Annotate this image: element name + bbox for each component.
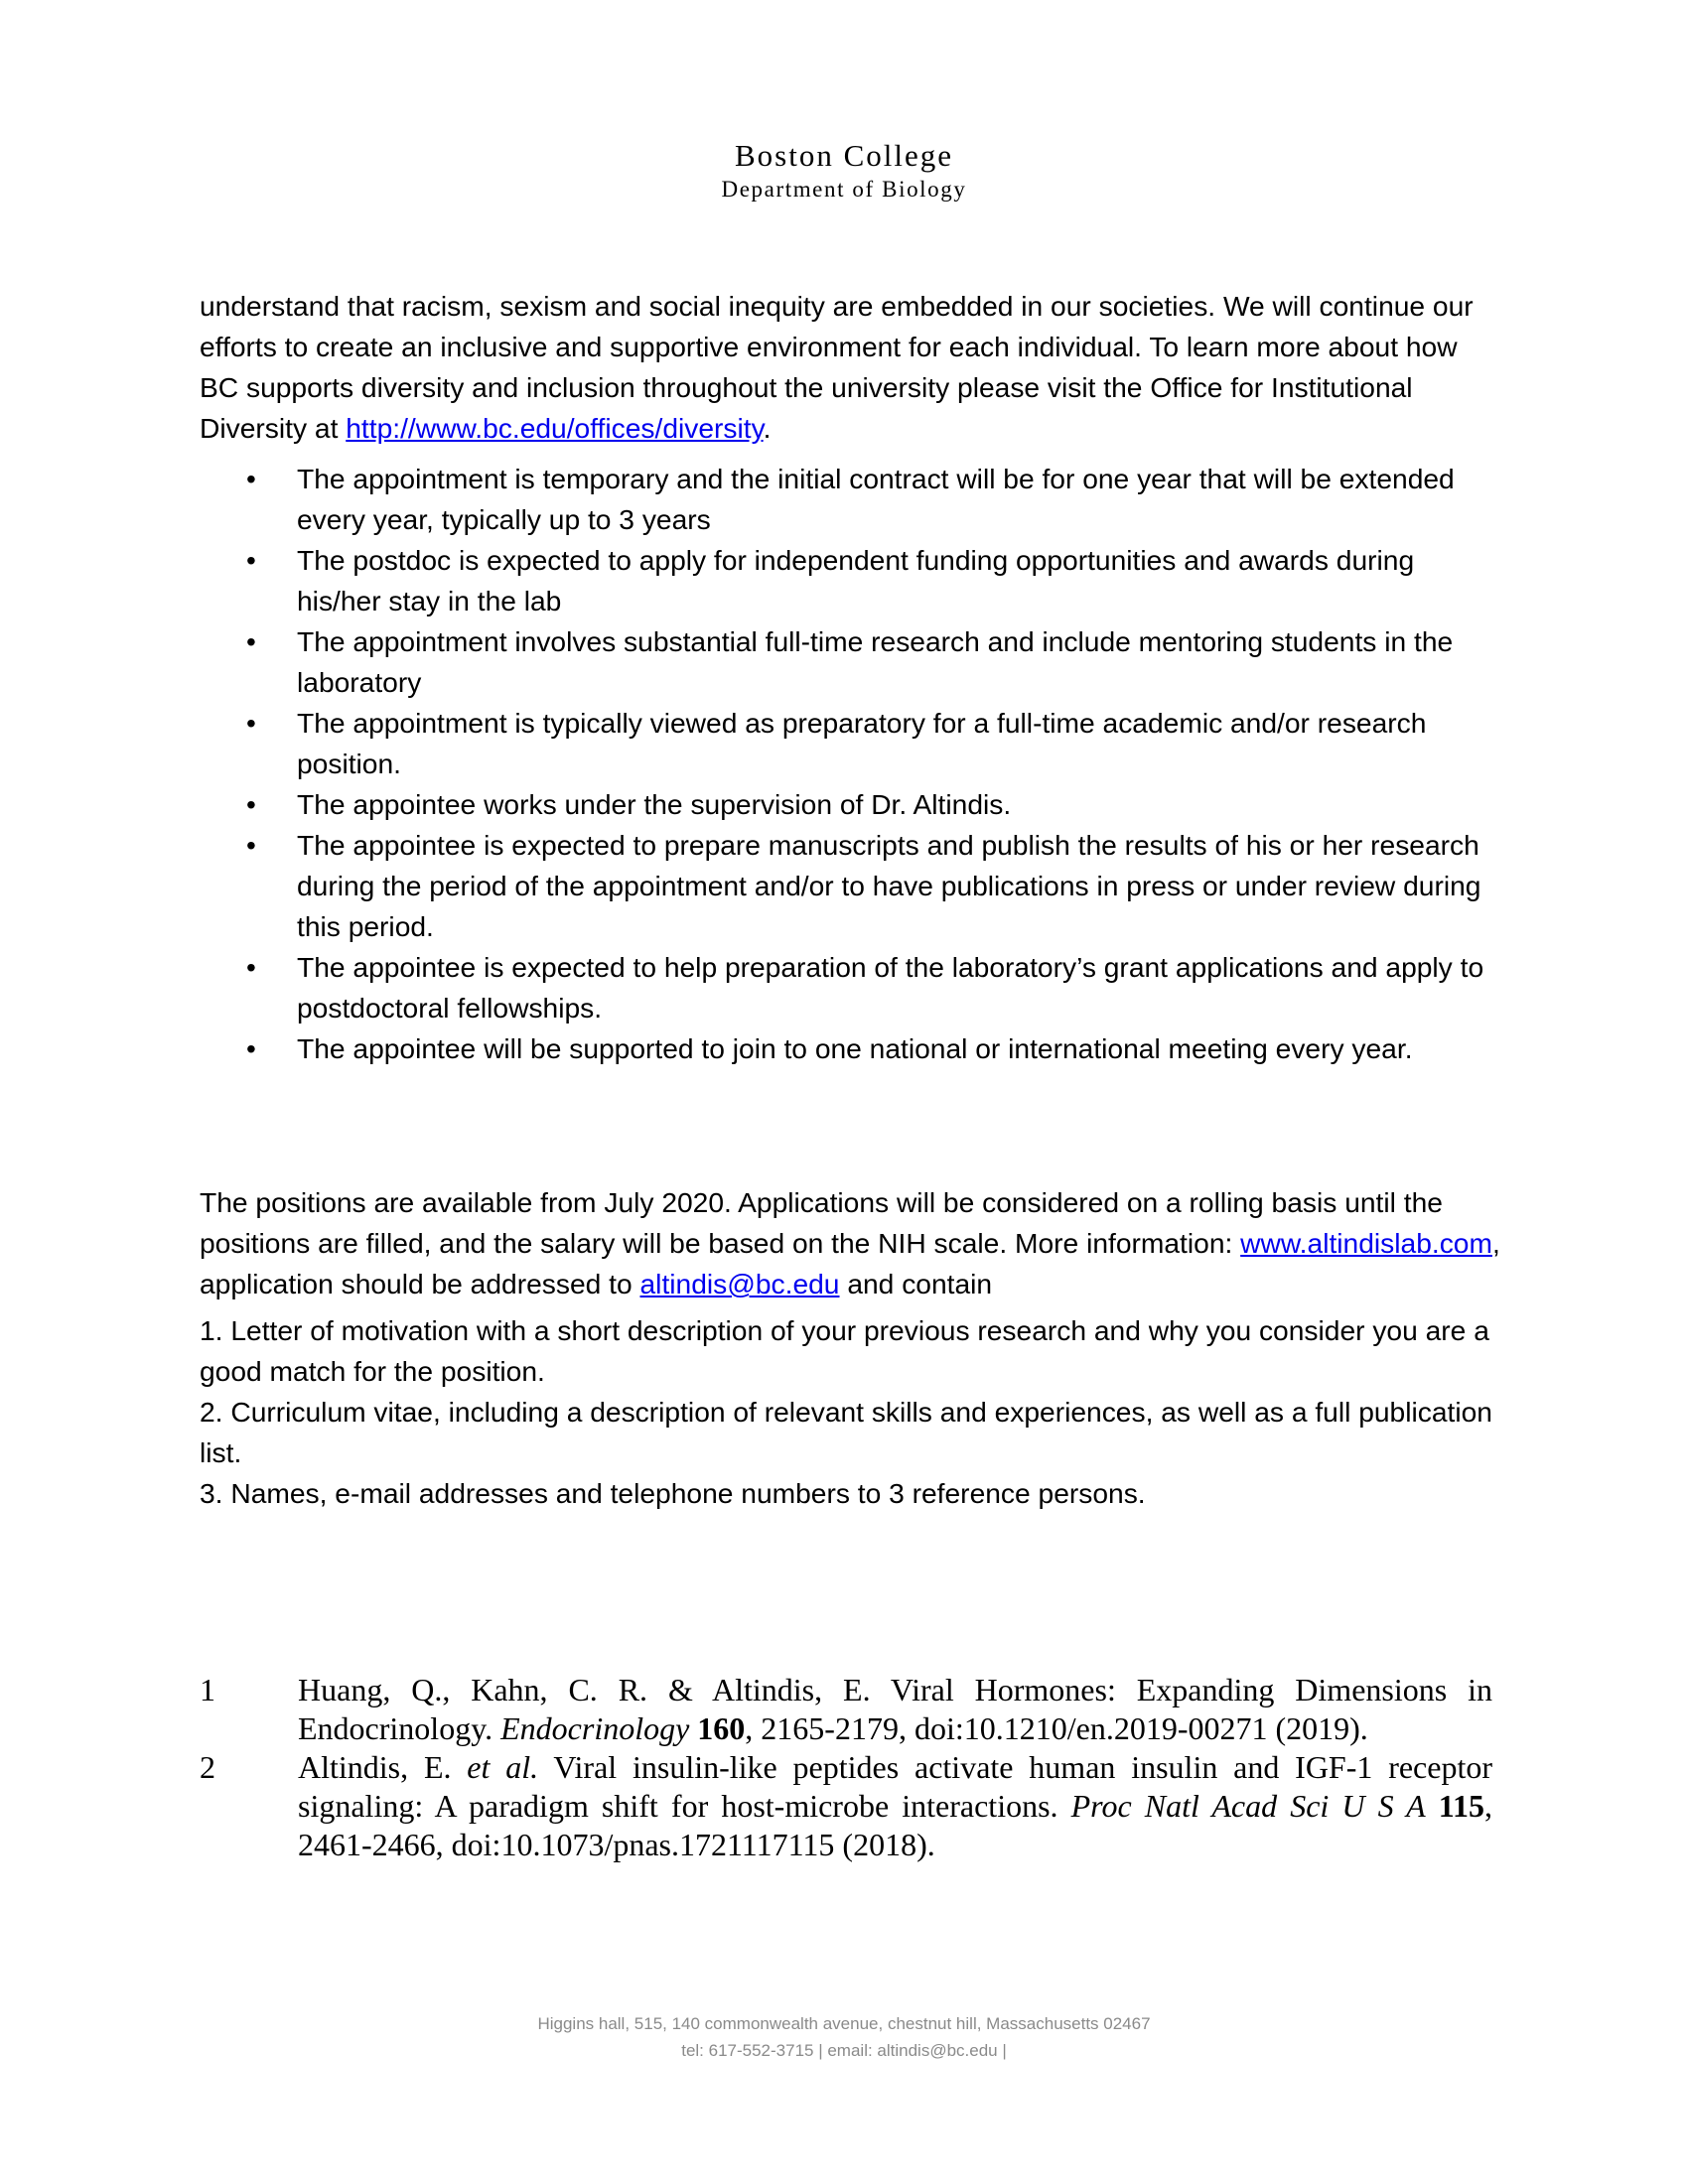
list-item-text: The appointment is temporary and the initial contract will be for one year that will be extended every year, typically up to 3 years	[297, 463, 1455, 535]
requirement-item: 1. Letter of motivation with a short description of your previous research and why you consider you are a good match for the position.	[200, 1314, 1489, 1387]
availability-text: The positions are available from July 2020. Applications will be considered on a rolling basis until the positions are filled, and the salary will be based on the NIH scale. More information:	[200, 1186, 1443, 1260]
reference-authors: Altindis, E.	[298, 1749, 468, 1785]
list-item	[200, 947, 1500, 1028]
bullet-icon: •	[246, 464, 256, 494]
reference-number: 1	[200, 1672, 215, 1707]
footer-address: Higgins hall, 515, 140 commonwealth avenue, chestnut hill, Massachusetts 02467	[537, 2014, 1151, 2033]
reference-journal: Proc Natl Acad Sci U S A	[1070, 1788, 1426, 1824]
reference-details: , 2165-2179, doi:10.1210/en.2019-00271 (2019).	[745, 1710, 1368, 1746]
list-item	[200, 459, 1500, 540]
list-item	[200, 703, 1500, 784]
diversity-office-link[interactable]: http://www.bc.edu/offices/diversity	[346, 412, 764, 445]
bullet-icon: •	[246, 789, 256, 820]
reference-title: Viral insulin-like peptides activate human insulin and IGF-1 receptor signaling: A paradigm shift for host-microbe interactions.	[298, 1749, 1492, 1824]
list-item	[200, 540, 1500, 621]
letterhead	[0, 137, 1688, 205]
intro-paragraph	[200, 286, 1500, 449]
intro-end: .	[763, 412, 772, 445]
list-item	[200, 621, 1500, 703]
list-item-text: The appointee works under the supervision of Dr. Altindis.	[297, 788, 1012, 820]
availability-paragraph	[200, 1182, 1500, 1304]
reference-item	[200, 1748, 1492, 1864]
appointment-terms-list	[200, 459, 1500, 1069]
list-item	[200, 825, 1500, 947]
bullet-icon: •	[246, 545, 256, 576]
reference-number: 2	[200, 1749, 215, 1785]
list-item	[200, 1028, 1500, 1069]
reference-volume: 160	[697, 1710, 746, 1746]
reference-text: Huang, Q., Kahn, C. R. & Altindis, E. Viral Hormones: Expanding Dimensions in Endocrinology.	[298, 1672, 1492, 1746]
references	[200, 1671, 1492, 1864]
page-footer	[0, 2010, 1688, 2064]
intro-text: understand that racism, sexism and social inequity are embedded in our societies. We will continue our efforts to create an inclusive and supportive environment for each individual. To learn more about how BC supports diversity and inclusion throughout the university please visit the Office for Institutional Diversity at	[200, 290, 1474, 445]
availability-end: and contain	[839, 1268, 993, 1300]
bullet-icon: •	[246, 952, 256, 983]
reference-volume: 115	[1438, 1788, 1484, 1824]
bullet-icon: •	[246, 708, 256, 739]
requirement-item: 3. Names, e-mail addresses and telephone numbers to 3 reference persons.	[200, 1477, 1146, 1509]
contact-email-link[interactable]: altindis@bc.edu	[639, 1268, 840, 1300]
availability-middle: , application should be addressed to	[200, 1227, 1500, 1300]
reference-item	[200, 1671, 1492, 1748]
institution-name: Boston College	[734, 138, 954, 173]
reference-etal: et al.	[467, 1749, 539, 1785]
bullet-icon: •	[246, 1033, 256, 1064]
bullet-icon: •	[246, 626, 256, 657]
reference-details: , 2461-2466, doi:10.1073/pnas.1721117115 (2018).	[298, 1788, 1492, 1862]
list-item-text: The appointee is expected to help preparation of the laboratory’s grant applications and apply to postdoctoral fellowships.	[297, 951, 1484, 1024]
application-requirements	[200, 1310, 1500, 1514]
list-item-text: The appointee is expected to prepare manuscripts and publish the results of his or her research during the period of the appointment and/or to have publications in press or under review during this period.	[297, 829, 1481, 942]
lab-website-link[interactable]: www.altindislab.com	[1240, 1227, 1492, 1260]
bullet-icon: •	[246, 830, 256, 861]
footer-contact: tel: 617-552-3715 | email: altindis@bc.edu |	[681, 2041, 1007, 2060]
list-item-text: The postdoc is expected to apply for independent funding opportunities and awards during his/her stay in the lab	[297, 544, 1415, 616]
requirement-item: 2. Curriculum vitae, including a description of relevant skills and experiences, as well as a full publication list.	[200, 1396, 1492, 1468]
list-item-text: The appointment is typically viewed as preparatory for a full-time academic and/or research position.	[297, 707, 1427, 779]
list-item	[200, 784, 1500, 825]
list-item-text: The appointee will be supported to join to one national or international meeting every year.	[297, 1032, 1413, 1064]
reference-journal: Endocrinology	[500, 1710, 690, 1746]
department-name: Department of Biology	[721, 177, 967, 202]
list-item-text: The appointment involves substantial full-time research and include mentoring students in the laboratory	[297, 625, 1454, 698]
